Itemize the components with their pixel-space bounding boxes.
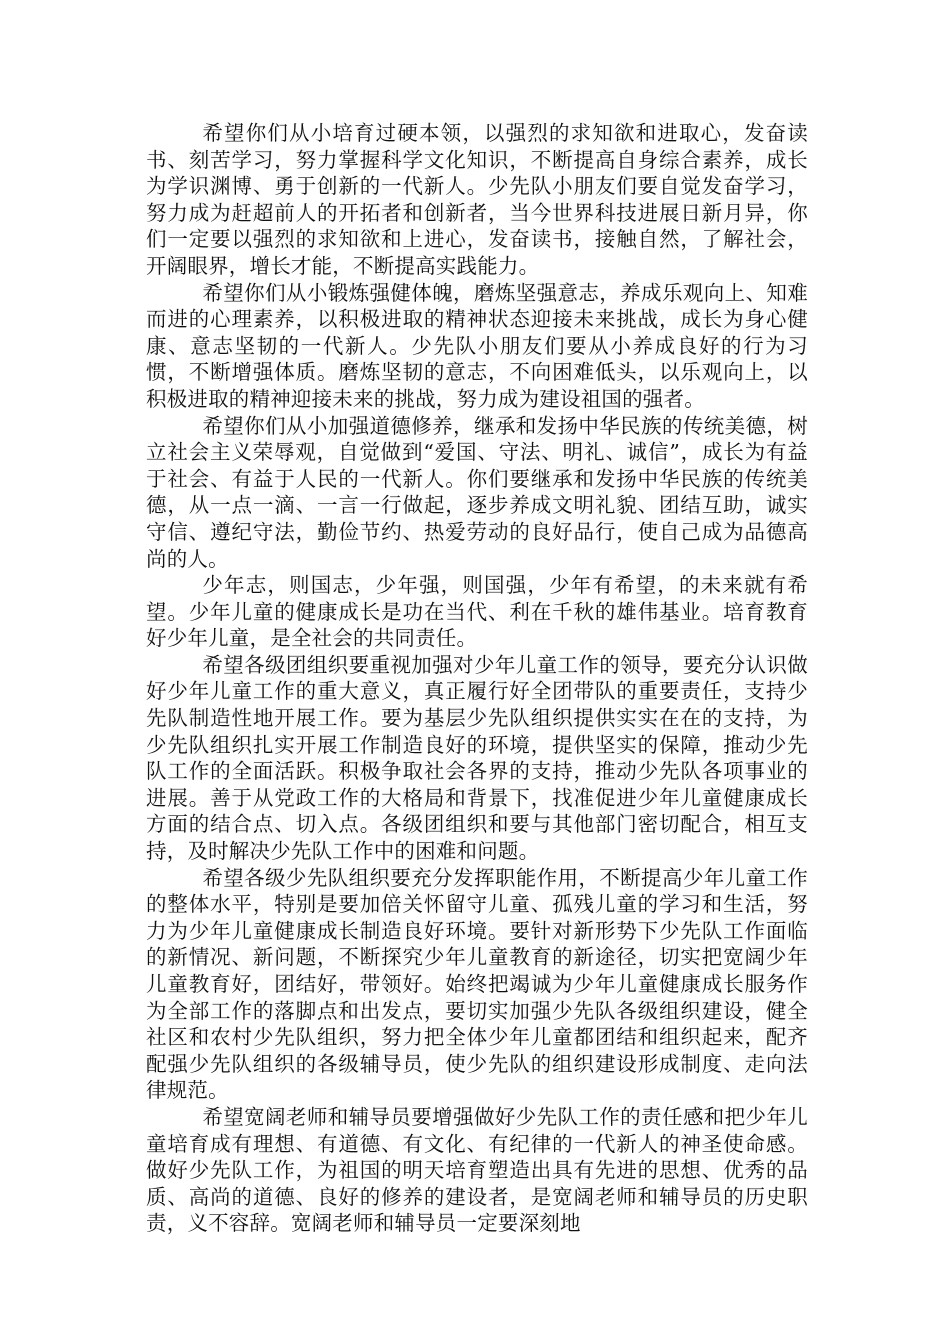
paragraph-2: 希望你们从小锻炼强健体魄，磨炼坚强意志，养成乐观向上、知难而进的心理素养，以积极进取的精神状态迎接未来挑战，成长为身心健康、意志坚韧的一代新人。少先队小朋友们要从小养成良好的行为习惯，不断增强体质。磨炼坚韧的意志，不向困难低头，以乐观向上，以积极进取的精神迎接未来的挑战，努力成为建设祖国的强者。 (146, 280, 808, 411)
paragraph-4: 少年志，则国志，少年强，则国强，少年有希望，的未来就有希望。少年儿童的健康成长是功在当代、利在千秋的雄伟基业。培育教育好少年儿童，是全社会的共同责任。 (146, 573, 808, 651)
paragraph-6: 希望各级少先队组织要充分发挥职能作用，不断提高少年儿童工作的整体水平，特别是要加倍关怀留守儿童、孤残儿童的学习和生活，努力为少年儿童健康成长制造良好环境。要针对新形势下少先队工作面临的新情况、新问题，不断探究少年儿童教育的新途径，切实把宽阔少年儿童教育好，团结好，带领好。始终把竭诚为少年儿童健康成长服务作为全部工作的落脚点和出发点，要切实加强少先队各级组织建设，健全社区和农村少先队组织，努力把全体少年儿童都团结和组织起来，配齐配强少先队组织的各级辅导员，使少先队的组织建设形成制度、走向法律规范。 (146, 865, 808, 1103)
paragraph-5: 希望各级团组织要重视加强对少年儿童工作的领导，要充分认识做好少年儿童工作的重大意义，真正履行好全团带队的重要责任，支持少先队制造性地开展工作。要为基层少先队组织提供实实在在的支持，为少先队组织扎实开展工作制造良好的环境，提供坚实的保障，推动少先队工作的全面活跃。积极争取社会各界的支持，推动少先队各项事业的进展。善于从党政工作的大格局和背景下，找准促进少年儿童健康成长方面的结合点、切入点。各级团组织和要与其他部门密切配合，相互支持，及时解决少先队工作中的困难和问题。 (146, 652, 808, 864)
paragraph-7: 希望宽阔老师和辅导员要增强做好少先队工作的责任感和把少年儿童培育成有理想、有道德、有文化、有纪律的一代新人的神圣使命感。做好少先队工作，为祖国的明天培育塑造出具有先进的思想、优秀的品质、高尚的道德、良好的修养的建设者，是宽阔老师和辅导员的历史职责，义不容辞。宽阔老师和辅导员一定要深刻地 (146, 1104, 808, 1236)
paragraph-1: 希望你们从小培育过硬本领，以强烈的求知欲和进取心，发奋读书、刻苦学习，努力掌握科学文化知识，不断提高自身综合素养，成长为学识渊博、勇于创新的一代新人。少先队小朋友们要自觉发奋学习，努力成为赶超前人的开拓者和创新者，当今世界科技进展日新月异，你们一定要以强烈的求知欲和上进心，发奋读书，接触自然，了解社会，开阔眼界，增长才能，不断提高实践能力。 (146, 121, 808, 278)
document-body (146, 120, 808, 1237)
paragraph-3: 希望你们从小加强道德修养，继承和发扬中华民族的传统美德，树立社会主义荣辱观，自觉做到“爱国、守法、明礼、诚信”，成长为有益于社会、有益于人民的一代新人。你们要继承和发扬中华民族的传统美德，从一点一滴、一言一行做起，逐步养成文明礼貌、团结互助，诚实守信、遵纪守法，勤俭节约、热爱劳动的良好品行，使自己成为品德高尚的人。 (146, 413, 808, 571)
